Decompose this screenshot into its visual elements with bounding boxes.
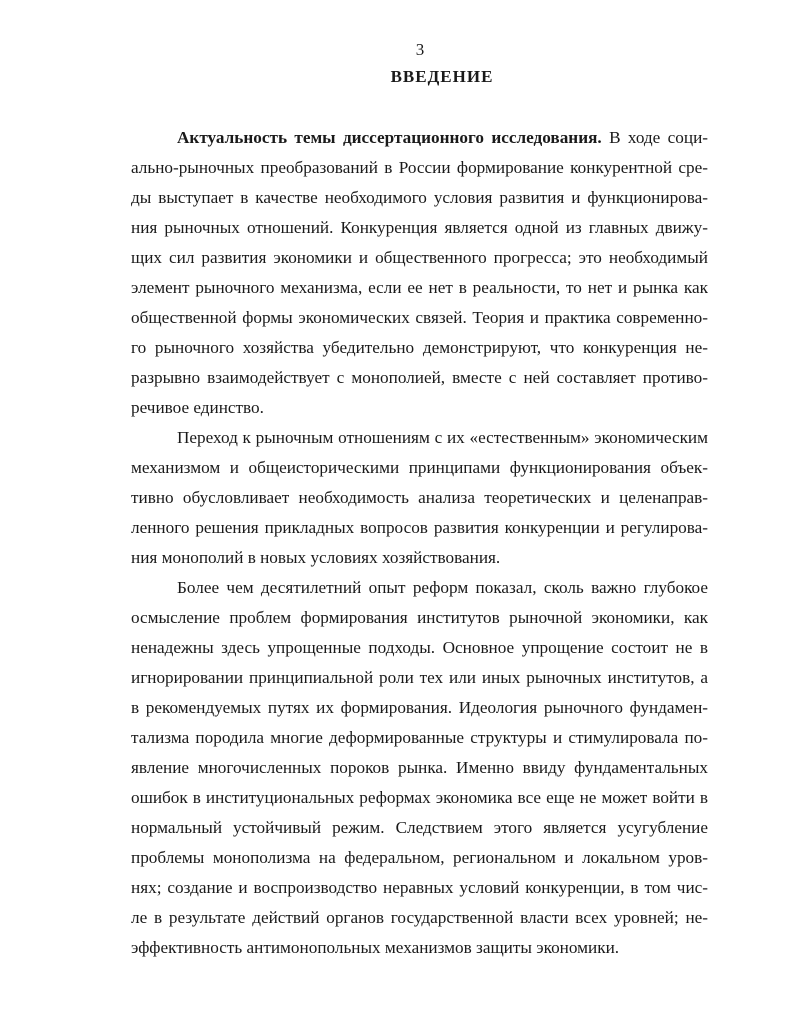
paragraph-1-lead: Актуальность темы диссертационного исследования.: [177, 128, 602, 147]
paragraph-3-line-8: ошибок в институциональных реформах экономика все еще не может войти в: [131, 788, 708, 807]
paragraph-3-line-3: ненадежны здесь упрощенные подходы. Основное упрощение состоит не в: [131, 638, 708, 657]
paragraph-2-line-5: ния монополий в новых условиях хозяйствования.: [131, 548, 501, 567]
page-number: 3: [415, 40, 425, 59]
paragraph-3-line-4: игнорировании принципиальной роли тех или иных рыночных институтов, а: [131, 668, 708, 687]
paragraph-1-line-10: речивое единство.: [131, 398, 264, 417]
paragraph-3-line-9: нормальный устойчивый режим. Следствием этого является усугубление: [131, 818, 708, 837]
paragraph-3-line-13: эффективность антимонопольных механизмов защиты экономики.: [131, 938, 620, 957]
paragraph-2-line-4: ленного решения прикладных вопросов развития конкуренции и регулирова-: [131, 518, 708, 537]
paragraph-1-line-6: элемент рыночного механизма, если ее нет в реальности, то нет и рынка как: [131, 278, 708, 297]
paragraph-3-line-10: проблемы монополизма на федеральном, региональном и локальном уров-: [131, 848, 708, 867]
paragraph-3-line-1: Более чем десятилетний опыт реформ показал, сколь важно глубокое: [177, 578, 708, 597]
page-title: ВВЕДЕНИЕ: [390, 67, 494, 86]
paragraph-3-line-7: явление многочисленных пороков рынка. Именно ввиду фундаментальных: [131, 758, 708, 777]
paragraph-1-line-5: щих сил развития экономики и общественного прогресса; это необходимый: [131, 248, 708, 267]
paragraph-3-line-12: ле в результате действий органов государственной власти всех уровней; не-: [131, 908, 708, 927]
paragraph-3-line-6: тализма породила многие деформированные структуры и стимулировала по-: [131, 728, 708, 747]
paragraph-3-line-2: осмысление проблем формирования институтов рыночной экономики, как: [131, 608, 708, 627]
paragraph-1-line-8: го рыночного хозяйства убедительно демонстрируют, что конкуренция не-: [131, 338, 708, 357]
paragraph-1-line-7: общественной формы экономических связей. Теория и практика современно-: [131, 308, 708, 327]
paragraph-1-line-1: [177, 128, 708, 148]
paragraph-2-line-1: Переход к рыночным отношениям с их «естественным» экономическим: [177, 428, 708, 447]
paragraph-3-line-5: в рекомендуемых путях их формирования. Идеология рыночного фундамен-: [131, 698, 708, 717]
paragraph-3-line-11: нях; создание и воспроизводство неравных условий конкуренции, в том чис-: [131, 878, 708, 897]
paragraph-1-line-3: ды выступает в качестве необходимого условия развития и функционирова-: [131, 188, 708, 207]
paragraph-1-line-2: ально-рыночных преобразований в России формирование конкурентной сре-: [131, 158, 708, 177]
paragraph-2-line-3: тивно обусловливает необходимость анализа теоретических и целенаправ-: [131, 488, 708, 507]
paragraph-1-line-1-text: В ходе соци-: [601, 128, 708, 147]
paragraph-2-line-2: механизмом и общеисторическими принципами функционирования объек-: [131, 458, 708, 477]
paragraph-1-line-9: разрывно взаимодействует с монополией, вместе с ней составляет противо-: [131, 368, 708, 387]
paragraph-1-line-4: ния рыночных отношений. Конкуренция является одной из главных движу-: [131, 218, 708, 237]
